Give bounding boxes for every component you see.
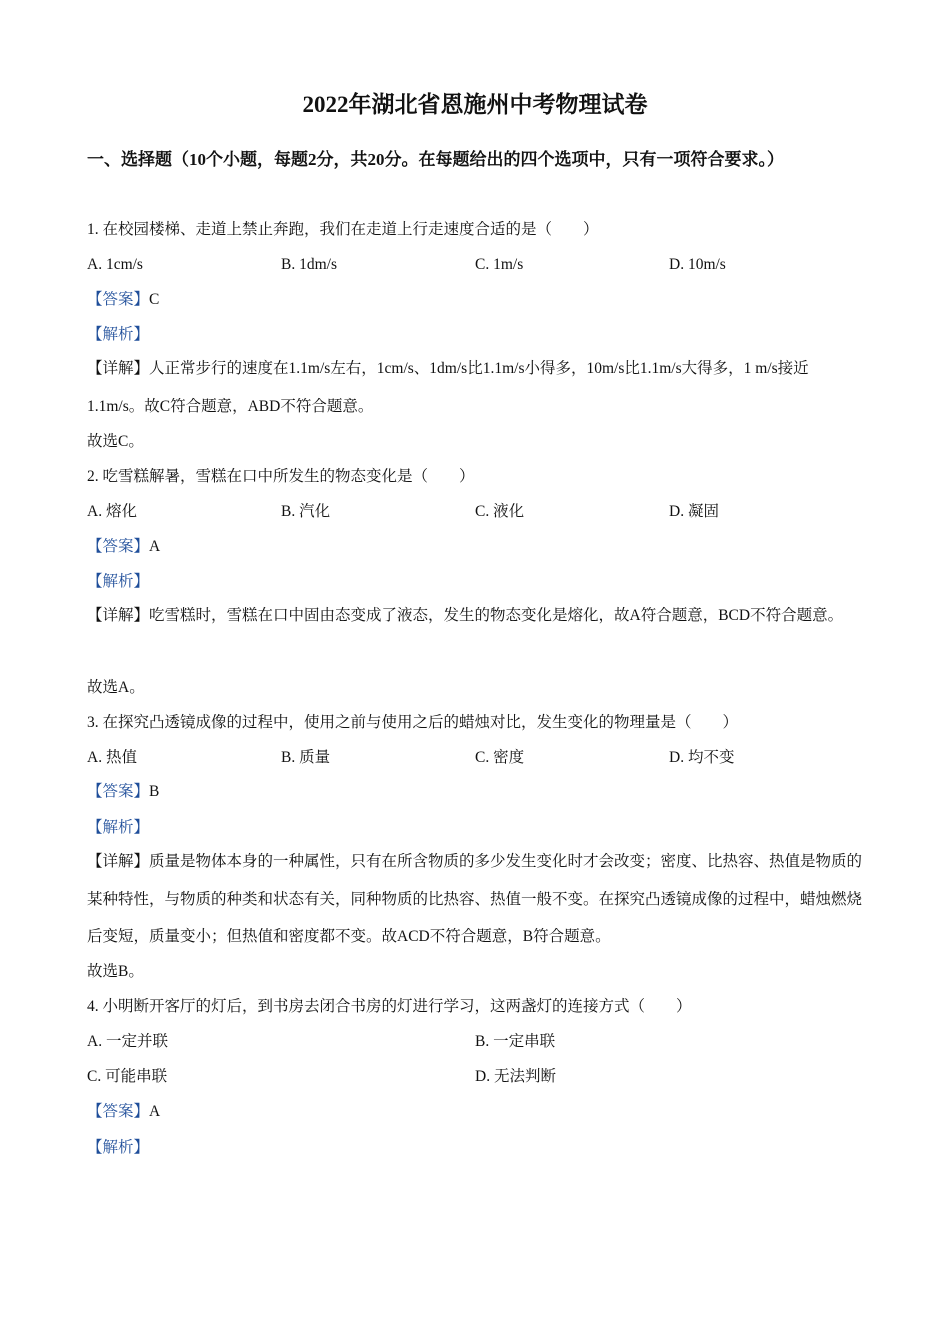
question-2-options bbox=[0, 500, 950, 524]
answer-label: 【答案】 bbox=[87, 291, 150, 308]
answer-label: 【答案】 bbox=[87, 1103, 150, 1120]
question-2-analysis-label: 【解析】 bbox=[87, 573, 150, 590]
question-1-analysis-label: 【解析】 bbox=[87, 326, 150, 343]
question-4-analysis-label: 【解析】 bbox=[87, 1139, 150, 1156]
question-2-detail bbox=[87, 597, 865, 635]
question-2-stem: 2. 吃雪糕解暑，雪糕在口中所发生的物态变化是（ ） bbox=[87, 468, 475, 485]
question-3-answer bbox=[87, 780, 159, 804]
answer-value: C bbox=[149, 291, 160, 308]
question-1-options bbox=[0, 253, 950, 277]
question-4-options-row-1 bbox=[0, 1030, 950, 1054]
question-2-option-a: A. 熔化 bbox=[87, 503, 137, 520]
answer-label: 【答案】 bbox=[87, 538, 150, 555]
question-1-option-a: A. 1cm/s bbox=[87, 256, 143, 273]
question-4-option-b: B. 一定串联 bbox=[475, 1033, 556, 1050]
question-4-option-c: C. 可能串联 bbox=[87, 1068, 168, 1085]
question-4-answer bbox=[87, 1100, 160, 1124]
detail-label: 【详解】 bbox=[87, 360, 150, 377]
detail-label: 【详解】 bbox=[87, 853, 150, 870]
question-2-option-c: C. 液化 bbox=[475, 503, 525, 520]
question-3-stem: 3. 在探究凸透镜成像的过程中，使用之前与使用之后的蜡烛对比，发生变化的物理量是（ ） bbox=[87, 714, 739, 731]
question-1-option-d: D. 10m/s bbox=[669, 256, 726, 273]
question-1-option-b: B. 1dm/s bbox=[281, 256, 337, 273]
detail-label: 【详解】 bbox=[87, 607, 150, 624]
question-3-analysis-label: 【解析】 bbox=[87, 819, 150, 836]
question-3-option-d: D. 均不变 bbox=[669, 749, 735, 766]
answer-label: 【答案】 bbox=[87, 783, 150, 800]
detail-text: 吃雪糕时，雪糕在口中固由态变成了液态，发生的物态变化是熔化，故A符合题意，BCD不符合题意。 bbox=[149, 607, 844, 624]
question-2-conclusion: 故选A。 bbox=[87, 679, 145, 696]
page-title: 2022年湖北省恩施州中考物理试卷 bbox=[302, 92, 648, 117]
answer-value: B bbox=[149, 783, 160, 800]
question-3-option-a: A. 热值 bbox=[87, 749, 137, 766]
question-1-option-c: C. 1m/s bbox=[475, 256, 524, 273]
question-3-options bbox=[0, 746, 950, 770]
section-heading: 一、选择题（10个小题，每题2分，共20分。在每题给出的四个选项中，只有一项符合要求。） bbox=[87, 150, 784, 169]
question-4-options-row-2 bbox=[0, 1065, 950, 1089]
question-2-option-d: D. 凝固 bbox=[669, 503, 719, 520]
question-3-option-c: C. 密度 bbox=[475, 749, 525, 766]
question-1-conclusion: 故选C。 bbox=[87, 433, 144, 450]
question-3-option-b: B. 质量 bbox=[281, 749, 331, 766]
question-1-detail bbox=[87, 350, 865, 425]
question-1-answer bbox=[87, 288, 159, 312]
answer-value: A bbox=[149, 538, 161, 555]
question-4-option-d: D. 无法判断 bbox=[475, 1068, 556, 1085]
question-4-option-a: A. 一定并联 bbox=[87, 1033, 168, 1050]
detail-text: 质量是物体本身的一种属性，只有在所含物质的多少发生变化时才会改变；密度、比热容、热值是物质的某种特性，与物质的种类和状态有关，同种物质的比热容、热值一般不变。在探究凸透镜成像的过程中，蜡烛燃烧后变短，质量变小；但热值和密度都不变。故ACD不符合题意，B符合题意。 bbox=[87, 853, 863, 945]
question-3-conclusion: 故选B。 bbox=[87, 963, 144, 980]
question-2-answer bbox=[87, 535, 160, 559]
question-3-detail bbox=[87, 843, 865, 956]
answer-value: A bbox=[149, 1103, 161, 1120]
detail-text: 人正常步行的速度在1.1m/s左右，1cm/s、1dm/s比1.1m/s小得多，10m/s比1.1m/s大得多，1 m/s接近1.1m/s。故C符合题意，ABD不符合题意。 bbox=[87, 360, 809, 415]
question-4-stem: 4. 小明断开客厅的灯后，到书房去闭合书房的灯进行学习，这两盏灯的连接方式（ ） bbox=[87, 998, 692, 1015]
question-2-option-b: B. 汽化 bbox=[281, 503, 331, 520]
question-1-stem: 1. 在校园楼梯、走道上禁止奔跑，我们在走道上行走速度合适的是（ ） bbox=[87, 221, 599, 238]
